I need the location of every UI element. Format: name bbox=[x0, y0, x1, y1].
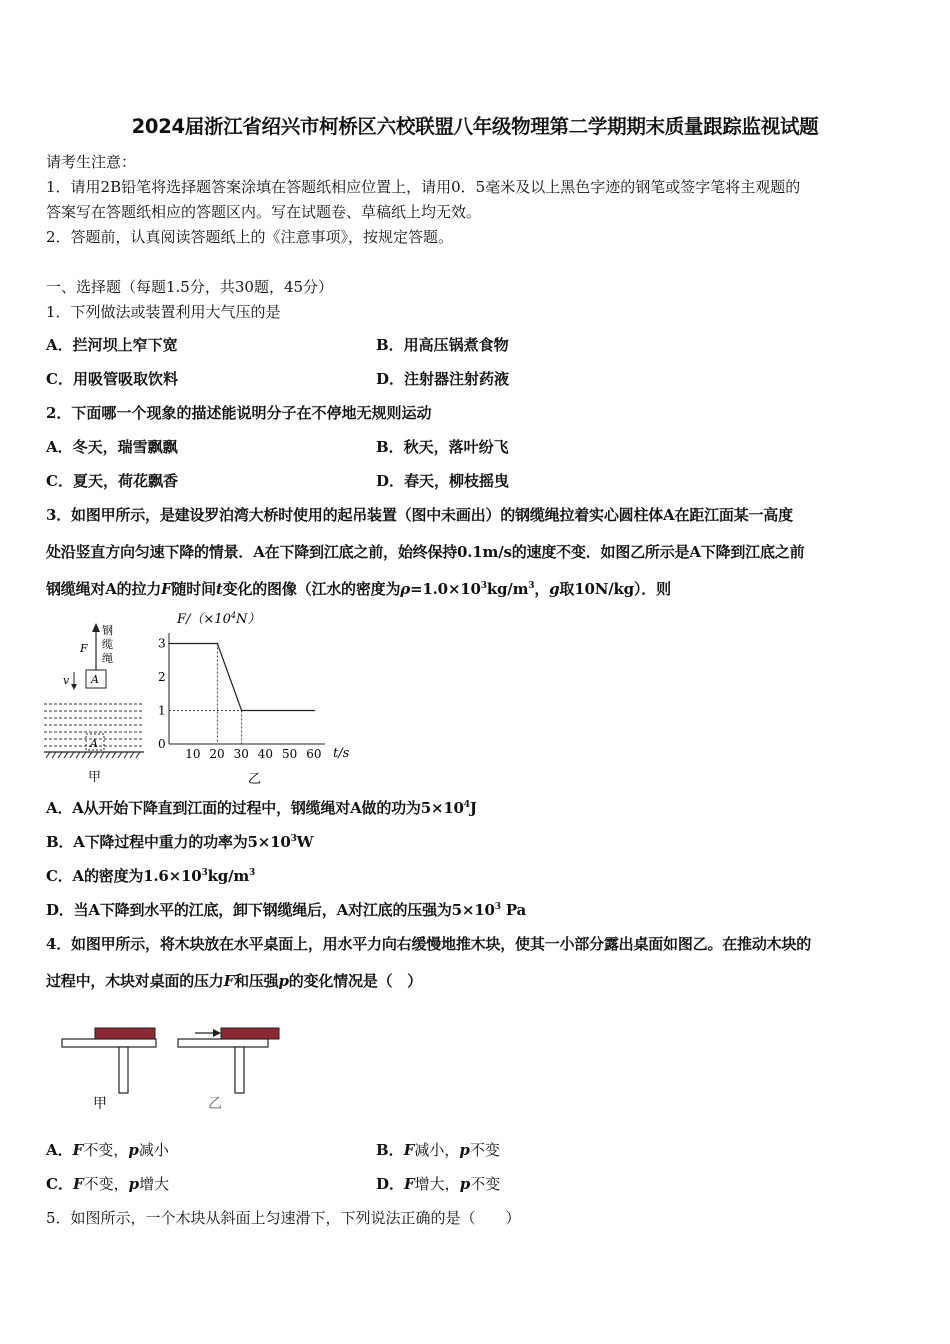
chart-x-tick-label: 30 bbox=[233, 747, 249, 761]
velocity-arrow-icon bbox=[71, 684, 77, 690]
rope-label-1: 钢 bbox=[102, 624, 113, 637]
chart-x-tick-label: 60 bbox=[306, 747, 322, 761]
chart-x-tick-label: 40 bbox=[257, 747, 274, 761]
rope-label-3: 绳 bbox=[102, 652, 113, 665]
block-label: A bbox=[91, 673, 99, 686]
q3-option-c[interactable]: C．A的密度为$1.6\times 10^3kg/m^3$ bbox=[46, 867, 256, 885]
force-label: F bbox=[80, 642, 88, 655]
push-arrow-icon bbox=[213, 1029, 221, 1037]
q4-option-d[interactable]: D．F增大，p不变 bbox=[376, 1175, 501, 1193]
chart-series-line bbox=[169, 644, 314, 711]
page-title: 2024届浙江省绍兴市柯桥区六校联盟八年级物理第二学期期末质量跟踪监视试题 bbox=[131, 115, 819, 138]
table-top-yi bbox=[178, 1039, 268, 1047]
table-leg-jia bbox=[119, 1047, 128, 1093]
q4-option-a[interactable]: A．F不变，p减小 bbox=[46, 1141, 169, 1159]
chart-x-tick-label: 20 bbox=[209, 747, 225, 761]
table-leg-yi bbox=[235, 1047, 244, 1093]
chart-x-tick-label: 10 bbox=[185, 747, 201, 761]
chart-y-tick-label: 3 bbox=[158, 636, 166, 651]
q4-figure bbox=[55, 1020, 295, 1115]
q2-option-b[interactable]: B．秋天，落叶纷飞 bbox=[376, 438, 509, 456]
table-top-jia bbox=[62, 1039, 156, 1047]
chart-y-tick-label: 0 bbox=[158, 737, 166, 751]
chart-x-axis-label: t/s bbox=[333, 746, 350, 761]
q3-stem-line-3: 钢缆绳对A的拉力F随时间t变化的图像（江水的密度为$\rho=1.0\times 10^3kg/m^3$，g取10N/kg）．则 bbox=[46, 580, 671, 598]
notice-item-1-cont: 答案写在答题纸相应的答题区内。写在试题卷、草稿纸上均无效。 bbox=[46, 203, 482, 221]
wood-block-yi bbox=[221, 1028, 279, 1039]
q3-option-b[interactable]: B．A下降过程中重力的功率为$5\times 10^3W$ bbox=[46, 833, 314, 851]
q3-figure-jia bbox=[40, 618, 150, 788]
q3-stem-line-2: 处沿竖直方向匀速下降的情景．A在下降到江底之前，始终保持0.1m/s的速度不变．如图乙所示是A下降到江底之前 bbox=[46, 543, 805, 561]
q1-option-c[interactable]: C．用吸管吸取饮料 bbox=[46, 370, 178, 388]
q1-option-a[interactable]: A．拦河坝上窄下宽 bbox=[46, 336, 178, 354]
q3-chart-yi bbox=[150, 605, 370, 790]
q1-stem: 1．下列做法或装置利用大气压的是 bbox=[46, 303, 281, 321]
q4-stem-line-2: 过程中，木块对桌面的压力F和压强p的变化情况是（ ） bbox=[46, 972, 422, 990]
force-arrow-icon bbox=[92, 623, 100, 632]
q4-option-b[interactable]: B．F减小，p不变 bbox=[376, 1141, 500, 1159]
q2-option-d[interactable]: D．春天，柳枝摇曳 bbox=[376, 472, 510, 490]
rope-label-2: 缆 bbox=[102, 638, 113, 651]
velocity-label: v bbox=[63, 674, 70, 687]
q4-stem-line-1: 4．如图甲所示，将木块放在水平桌面上，用水平力向右缓慢地推木块，使其一小部分露出桌面如图乙。在推动木块的 bbox=[46, 935, 812, 953]
chart-y-tick-label: 1 bbox=[158, 703, 166, 718]
q2-option-a[interactable]: A．冬天，瑞雪飘飘 bbox=[46, 438, 178, 456]
notice-item-2: 2．答题前，认真阅读答题纸上的《注意事项》，按规定答题。 bbox=[46, 228, 454, 246]
chart-y-tick-label: 2 bbox=[158, 670, 166, 684]
notice-heading: 请考生注意： bbox=[46, 153, 137, 171]
block-label-2: A bbox=[90, 737, 98, 750]
q4-option-c[interactable]: C．F不变，p增大 bbox=[46, 1175, 170, 1193]
figure-caption-jia: 甲 bbox=[88, 770, 102, 785]
notice-item-1: 1．请用2B铅笔将选择题答案涂填在答题纸相应位置上，请用0．5毫米及以上黑色字迹的钢笔或签字笔将主观题的 bbox=[46, 178, 801, 196]
section-heading: 一、选择题（每题1.5分，共30题，45分） bbox=[46, 278, 334, 296]
q3-stem-line-1: 3．如图甲所示，是建设罗泊湾大桥时使用的起吊装置（图中未画出）的钢缆绳拉着实心圆柱体A在距江面某一高度 bbox=[46, 506, 793, 524]
figure-caption-yi: 乙 bbox=[248, 772, 262, 787]
figure-caption-jia-q4: 甲 bbox=[93, 1096, 107, 1112]
chart-y-axis-label: $F/(\times 10^4N)$ bbox=[177, 611, 261, 627]
figure-caption-yi-q4: 乙 bbox=[208, 1096, 222, 1112]
chart-x-tick-label: 50 bbox=[282, 747, 298, 761]
q3-option-a[interactable]: A．A从开始下降直到江面的过程中，钢缆绳对A做的功为$5\times 10^4J$ bbox=[46, 799, 477, 817]
q1-option-b[interactable]: B．用高压锅煮食物 bbox=[376, 336, 509, 354]
q1-option-d[interactable]: D．注射器注射药液 bbox=[376, 370, 510, 388]
q3-option-d[interactable]: D．当A下降到水平的江底，卸下钢缆绳后，A对江底的压强为$5\times 10^3$ Pa bbox=[46, 901, 527, 919]
q5-stem: 5．如图所示，一个木块从斜面上匀速滑下，下列说法正确的是（ ） bbox=[46, 1209, 521, 1227]
q2-stem: 2．下面哪一个现象的描述能说明分子在不停地无规则运动 bbox=[46, 404, 432, 422]
q2-option-c[interactable]: C．夏天，荷花飘香 bbox=[46, 472, 178, 490]
riverbed-hatch bbox=[46, 752, 140, 758]
wood-block-jia bbox=[95, 1028, 155, 1039]
